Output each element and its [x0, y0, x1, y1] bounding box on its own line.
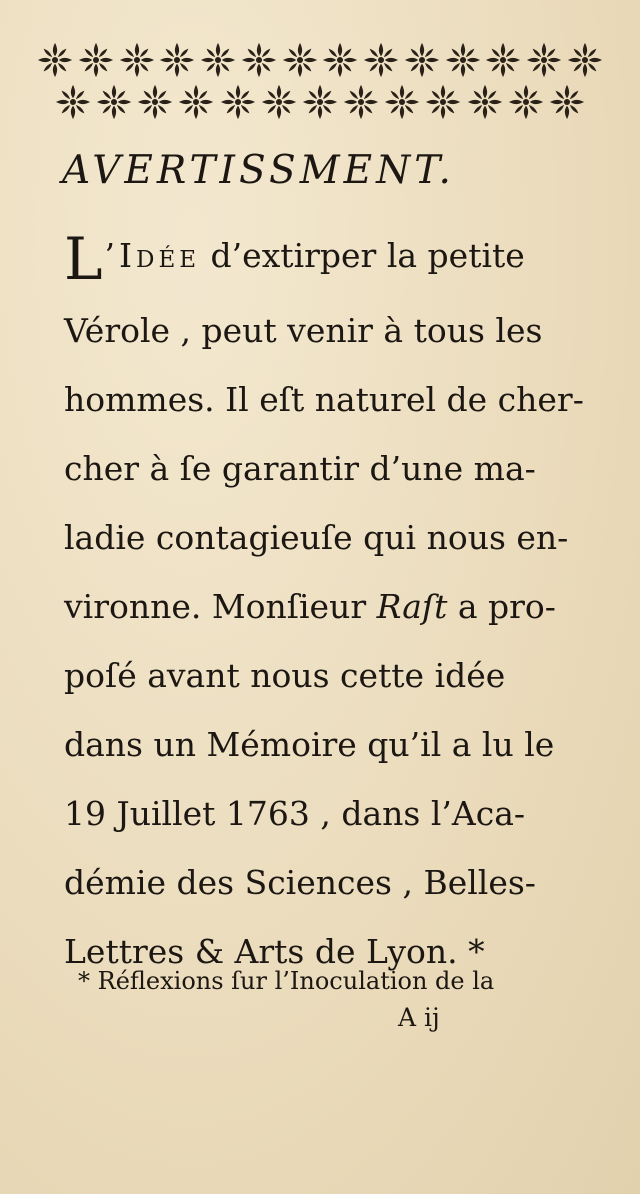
- footnote: * Réflexions ſur l’Inoculation de la: [78, 967, 495, 995]
- fleuron-icon: [507, 83, 545, 121]
- author-name: Raſt: [376, 587, 448, 626]
- body-line-4: cher à ſe garantir d’une ma-: [64, 449, 536, 488]
- fleuron-icon: [548, 83, 586, 121]
- ornament-band-bottom: [36, 80, 604, 124]
- fleuron-icon: [566, 41, 604, 79]
- fleuron-icon: [199, 41, 237, 79]
- body-line-1-rest: d’extirper la petite: [200, 236, 525, 275]
- body-line-6-start: vironne. Monſieur: [64, 587, 377, 626]
- body-line-10: démie des Sciences , Belles-: [64, 863, 536, 902]
- body-line-9: 19 Juillet 1763 , dans l’Aca-: [64, 794, 526, 833]
- body-line-5: ladie contagieuſe qui nous en-: [64, 518, 569, 557]
- fleuron-icon: [260, 83, 298, 121]
- fleuron-icon: [77, 41, 115, 79]
- fleuron-icon: [342, 83, 380, 121]
- body-line-7: poſé avant nous cette idée: [64, 656, 506, 695]
- body-line-8: dans un Mémoire qu’il a lu le: [64, 725, 555, 764]
- fleuron-icon: [95, 83, 133, 121]
- fleuron-icon: [54, 83, 92, 121]
- fleuron-icon: [424, 83, 462, 121]
- fleuron-icon: [525, 41, 563, 79]
- fleuron-icon: [177, 83, 215, 121]
- fleuron-icon: [362, 41, 400, 79]
- fleuron-icon: [240, 41, 278, 79]
- fleuron-icon: [383, 83, 421, 121]
- body-line-1: [64, 225, 525, 293]
- fleuron-icon: [321, 41, 359, 79]
- fleuron-icon: [219, 83, 257, 121]
- fleuron-icon: [444, 41, 482, 79]
- fleuron-icon: [36, 41, 74, 79]
- body-line-11: Lettres & Arts de Lyon. *: [64, 932, 485, 971]
- drop-cap: L: [64, 225, 103, 293]
- fleuron-icon: [136, 83, 174, 121]
- fleuron-icon: [118, 41, 156, 79]
- ornament-band-top: [36, 38, 604, 82]
- fleuron-icon: [281, 41, 319, 79]
- body-line-6-rest: a pro-: [447, 587, 556, 626]
- fleuron-icon: [403, 41, 441, 79]
- body-line-2: Vérole , peut venir à tous les: [64, 311, 543, 350]
- fleuron-icon: [466, 83, 504, 121]
- small-caps-word: ’Idée: [104, 236, 201, 275]
- signature-mark: A ij: [398, 1003, 440, 1032]
- fleuron-icon: [301, 83, 339, 121]
- page-heading: AVERTISSMENT.: [62, 148, 455, 193]
- fleuron-icon: [484, 41, 522, 79]
- body-line-6: [64, 587, 556, 627]
- fleuron-icon: [158, 41, 196, 79]
- body-line-3: hommes. Il eſt naturel de cher-: [64, 380, 584, 419]
